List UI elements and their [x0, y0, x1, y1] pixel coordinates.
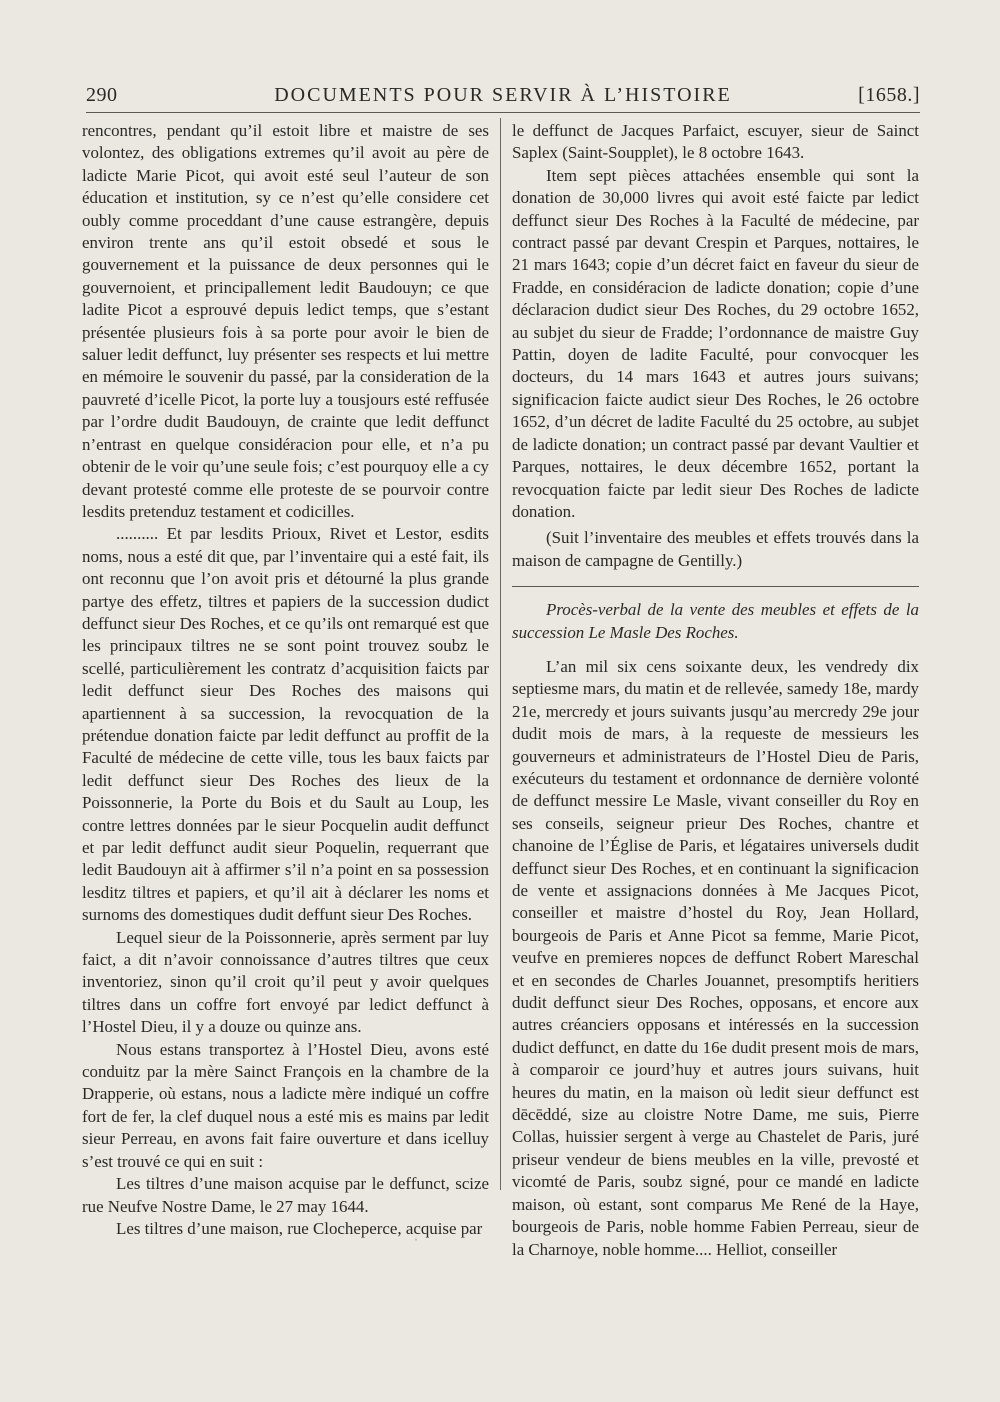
header-year: [1658.] — [858, 84, 920, 106]
right-column — [512, 120, 919, 1261]
left-paragraph-1: rencontres, pendant qu’il estoit libre et maistre de ses volontez, des obligations extremes qu’il avoit au père de ladicte Marie Picot, qui avoit esté seul l’auteur de son éducation et institution, sy ce n’est qu’elle considere cet oubly comme proceddant d’une cause estrangère, depuis environ trente ans qu’il estoit obsedé et sous le gouvernement et la puissance de deux personnes qui le gouvernoient, et principallement ledit Baudouyn; ce que ladite Picot a esprouvé depuis ledict temps, que s’estant présentée plusieurs fois à sa porte pour avoir le bien de saluer ledit deffunct, luy présenter ses respects et lui mettre en mémoire le souvenir du passé, par la consideration de la pauvreté d’icelle Picot, la porte luy a tousjours esté reffusée par l’ordre dudit Baudouyn, de crainte que ledit deffunct n’entrast en quelque considéracion pour elle, et n’a pu obtenir de le voir qu’une seule fois; c’est pourquoy elle a cy devant protesté comme elle proteste de se pourvoir contre lesdits pretenduz testament et codicilles. — [82, 121, 489, 521]
page-speck: ˈ — [414, 1236, 418, 1250]
left-paragraph-3: Lequel sieur de la Poissonnerie, après serment par luy faict, a dit n’avoir connoissance d’autres tiltres que ceux inventoriez, sinon qu’il croit qu’il peut y avoir quelques tiltres dans un coffre fort envoyé par ledict deffunct à l’Hostel Dieu, il y a douze ou quinze ans. — [82, 927, 489, 1037]
section-divider — [512, 586, 919, 587]
column-divider — [500, 118, 501, 1190]
left-paragraph-5: Les tiltres d’une maison acquise par le deffunct, scize rue Neufve Nostre Dame, le 27 may 1644. — [82, 1174, 489, 1216]
left-paragraph-4: Nous estans transportez à l’Hostel Dieu, avons esté conduitz par la mère Sainct François en la chambre de la Drapperie, où estans, nous a ladicte mère indiqué un coffre fort de fer, la clef duquel nous a esté mis es mains par ledit sieur Perreau, en avons fait faire ouverture et dans icelluy s’est trouvé ce qui en suit : — [82, 1039, 489, 1171]
running-title: DOCUMENTS POUR SERVIR À L’HISTOIRE — [274, 84, 732, 106]
running-header — [86, 84, 920, 114]
header-rule — [86, 112, 920, 113]
right-paragraph-2: Item sept pièces attachées ensemble qui sont la donation de 30,000 livres qui avoit esté faicte par ledict deffunct sieur Des Roches à la Faculté de médecine, par contract passé par devant Crespin et Parques, nottaires, le 21 mars 1643; copie d’un décret faict en faveur du sieur de Fradde, en considéracion de ladicte donation; copie d’une déclaracion dudict sieur Des Roches, du 29 octobre 1652, au subjet du sieur de Fradde; l’ordonnance de maistre Guy Pattin, doyen de ladite Faculté, pour convocquer les docteurs, du 14 mars 1643 et autres jours suivans; significacion faicte audict sieur Des Roches, le 26 octobre 1652, d’un décret de ladite Faculté du 25 octobre, au subjet de ladicte donation; un contract passé par devant Vaultier et Parques, nottaires, le deux décembre 1652, portant la revocquation faicte par ledit sieur Des Roches de ladicte donation. — [512, 165, 919, 521]
section-heading: Procès-verbal de la vente des meubles et effets de la succession Le Masle Des Roches. — [512, 600, 919, 642]
page-number: 290 — [86, 84, 118, 106]
right-paragraph-4: L’an mil six cens soixante deux, les vendredy dix septiesme mars, du matin et de rellevée, samedy 18e, mardy 21e, mercredy et jours suivants jusqu’au mercredy 29e jour dudit mois de mars, à la requeste de messieurs les gouverneurs et administrateurs de l’Hostel Dieu de Paris, exécuteurs du testament et ordonnance de dernière volonté de deffunct messire Le Masle, vivant conseiller du Roy en ses conseils, seigneur prieur Des Roches, chantre et chanoine de l’Église de Paris, et légataires universels dudit deffunct sieur Des Roches, et en continuant la significacion de vente et assignacions données à Me Jacques Picot, conseiller et maistre d’hostel du Roy, Jean Hollard, bourgeois de Paris et Anne Picot sa femme, Marie Picot, veufve en premieres nopces de deffunct Robert Mareschal et en secondes de Charles Jouannet, presomptifs heritiers dudit deffunct sieur Des Roches, opposans, et encore aux autres créanciers opposans et intéressés en la succession dudict deffunct, en datte du 16e dudit present mois de mars, à comparoir ce jourd’huy et autres jours suivans, huit heures du matin, en la maison où ledit sieur deffunct est dēcēddé, size au cloistre Notre Dame, me suis, Pierre Collas, huissier sergent à verge au Chastelet de Paris, juré priseur vendeur de biens meubles en la ville, prevosté et vicomté de Paris, soubz signé, pour ce mandé en ladicte maison, où estant, sont comparus Me René de la Haye, bourgeois de Paris, noble homme Fabien Perreau, sieur de la Charnoye, noble homme.... Helliot, conseiller — [512, 656, 919, 1259]
left-paragraph-2: .......... Et par lesdits Prioux, Rivet et Lestor, esdits noms, nous a esté dit que, par l’inventaire qui a esté fait, ils ont reconnu que l’on avoit pris et détourné la plus grande partye des effetz, tiltres et papiers de la succession dudict deffunct sieur Des Roches, et ce qu’ils ont remarqué est que les principaux tiltres ne se sont point trouvez soubz le scellé, particulièrement les contratz d’acquisition faicts par ledit deffunct sieur Des Roches des maisons qui apartiennent à sa succession, la revocquation de la prétendue donation faicte par ledit deffunct au proffit de la Faculté de médecine de cette ville, tous les baux faicts par ledit deffunct sieur Des Roches des lieux de la Poissonnerie, la Porte du Bois et du Sault au Loup, les contre lettres données par le sieur Pocquelin audit deffunct et par ledit deffunct audit sieur Poquelin, requerrant que ledit Baudouyn ait à affirmer s’il n’a point en sa possession lesditz tiltres et papiers, et qu’il ait à déclarer les noms et surnoms des domestiques dudit deffunt sieur Des Roches. — [82, 524, 489, 925]
left-column — [82, 120, 489, 1240]
right-paragraph-1: le deffunct de Jacques Parfaict, escuyer, sieur de Sainct Saplex (Saint-Soupplet), le 8 octobre 1643. — [512, 121, 919, 163]
left-paragraph-6: Les tiltres d’une maison, rue Clocheperce, acquise par — [116, 1218, 483, 1238]
editorial-note: (Suit l’inventaire des meubles et effets trouvés dans la maison de campagne de Gentilly.) — [512, 528, 919, 570]
